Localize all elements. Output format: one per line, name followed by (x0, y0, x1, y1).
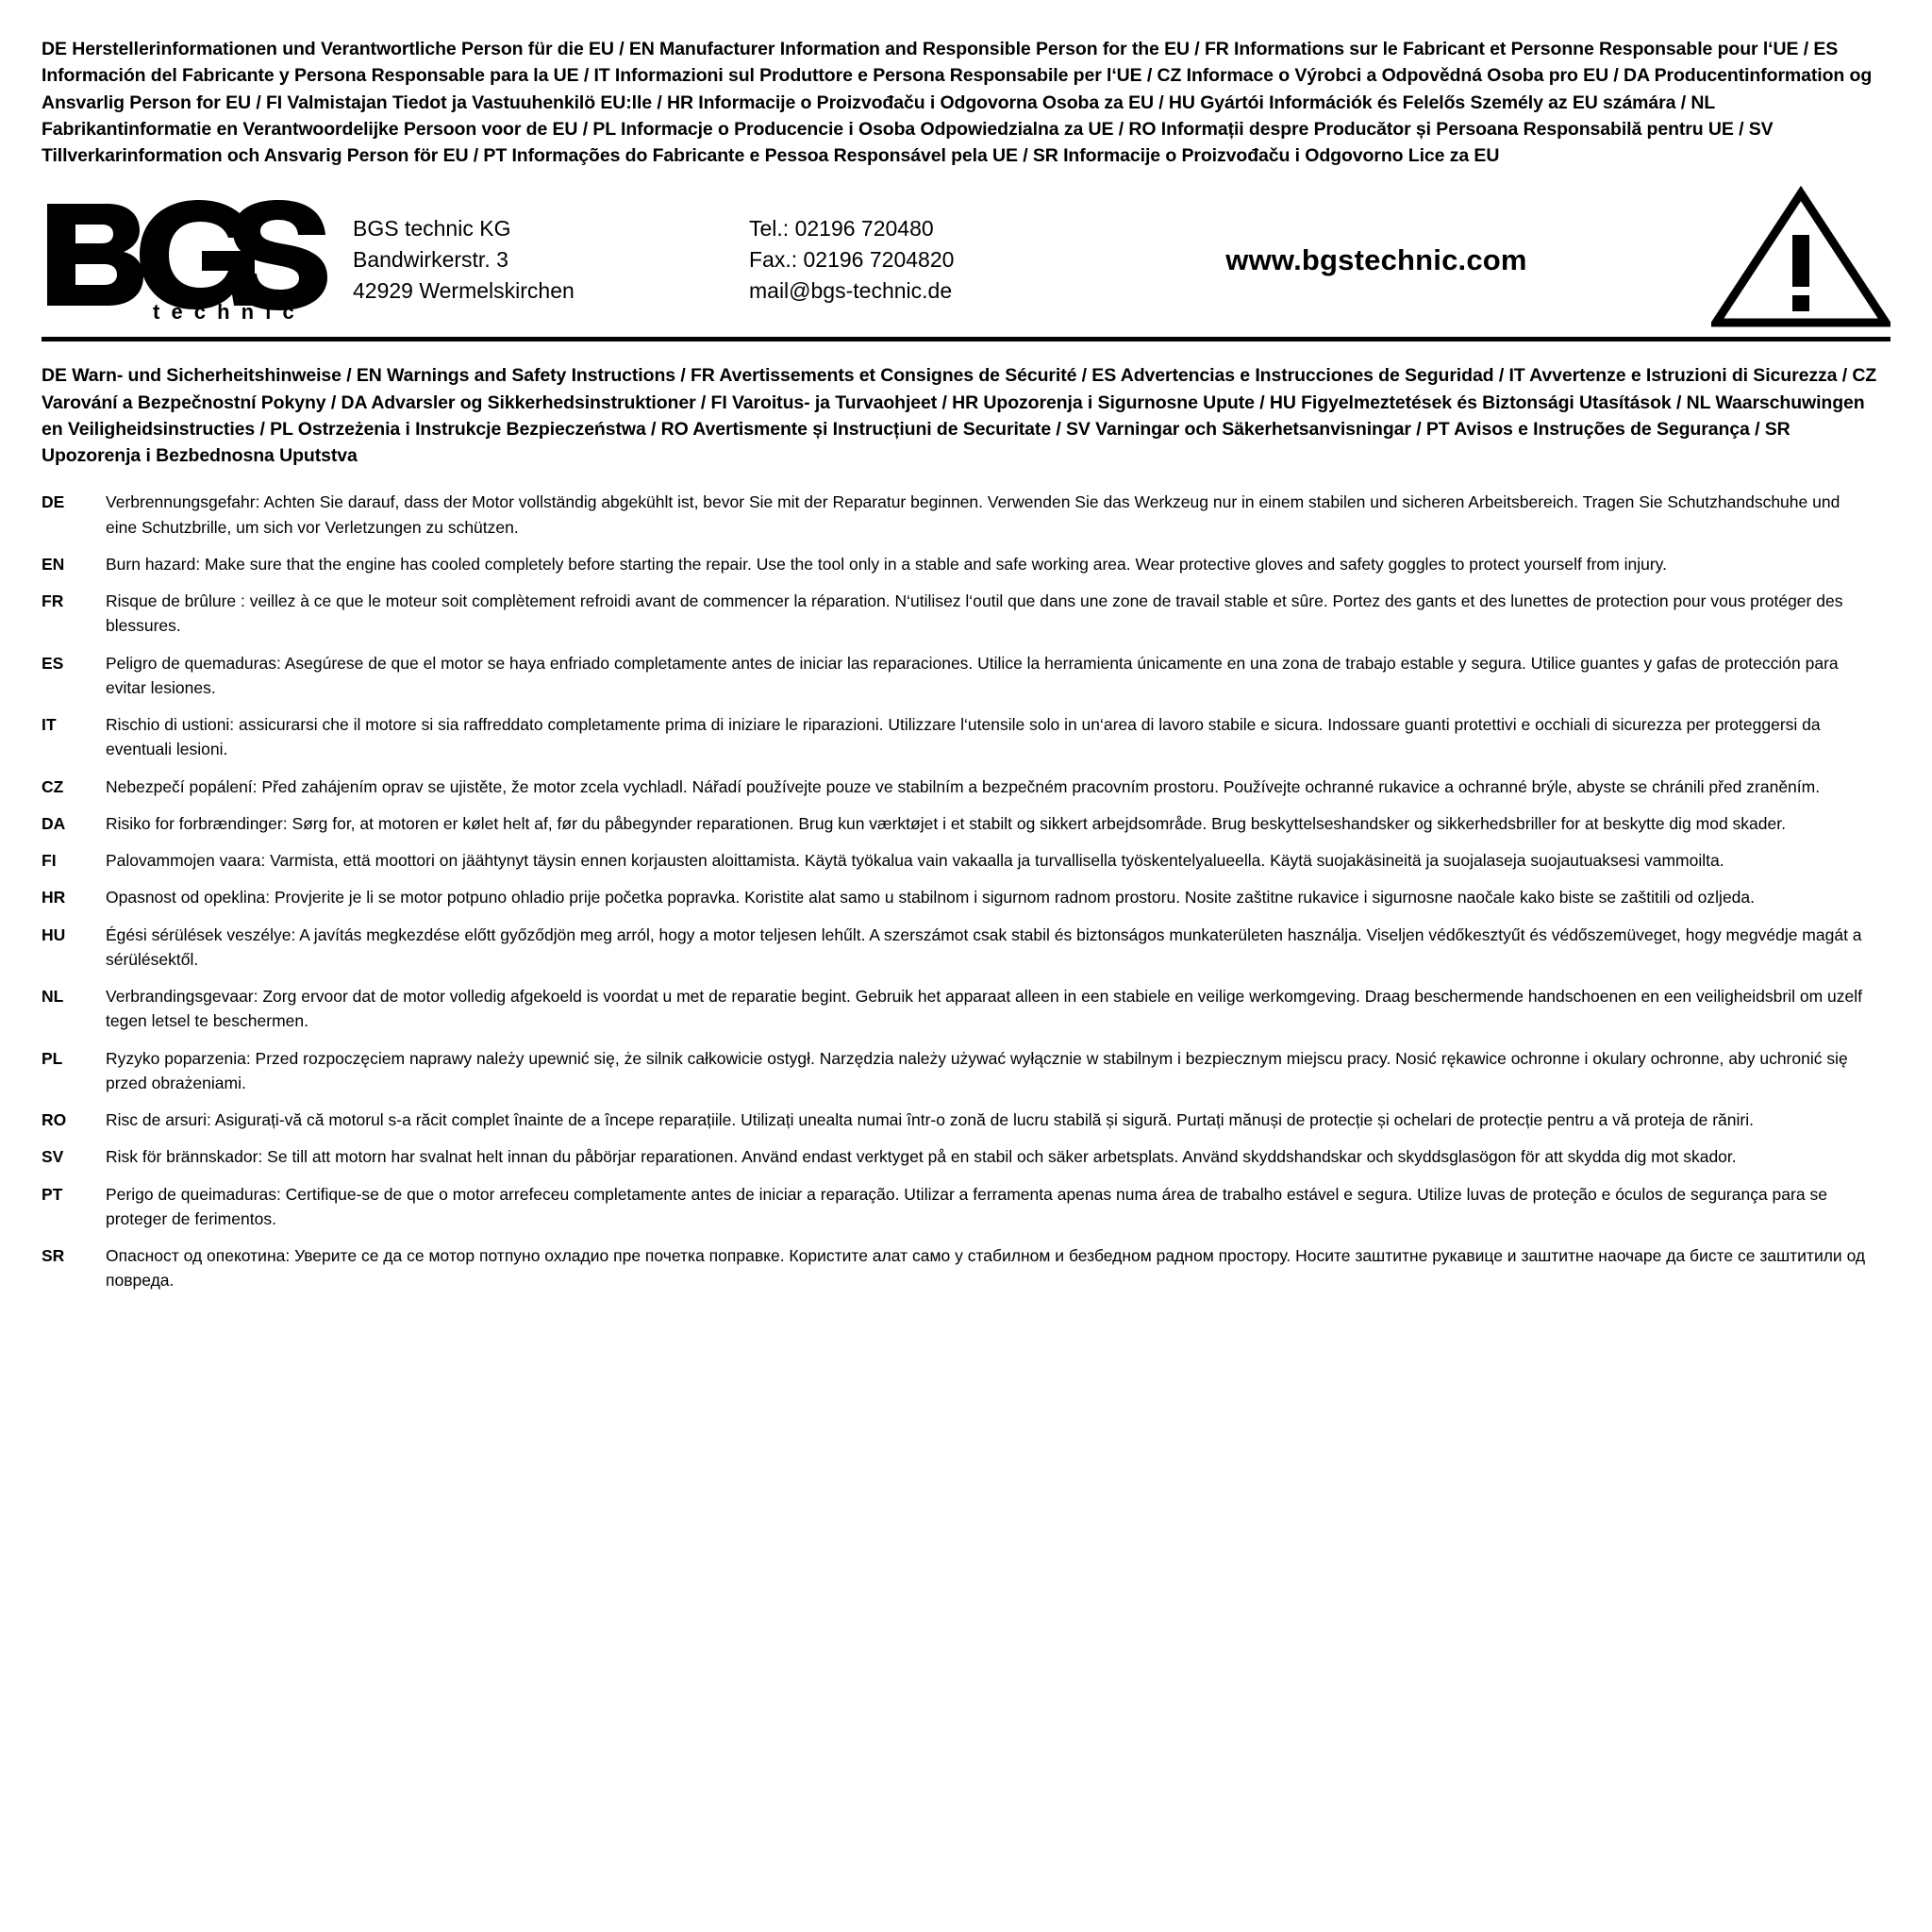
language-code: EN (42, 554, 65, 574)
list-item (42, 552, 1890, 576)
list-item (42, 1144, 1890, 1169)
list-item (42, 811, 1890, 836)
safety-instructions-list (42, 490, 1890, 1292)
list-item (42, 984, 1890, 1034)
list-item (42, 490, 1890, 540)
language-code: IT (42, 715, 57, 735)
language-text: Verbrennungsgefahr: Achten Sie darauf, dass der Motor vollständig abgekühlt ist, bevor Sie mit der Reparatur beginnen. Verwenden Sie das Werkzeug nur in einem stabilen und sicheren Arbeitsbereich. Tragen Sie Schutzhandschuhe und eine Schutzbrille, um sich vor Verletzungen zu schützen. (106, 492, 1840, 537)
language-text: Égési sérülések veszélye: A javítás megkezdése előtt győződjön meg arról, hogy a motor teljesen lehűlt. A szerszámot csak stabil és biztonságos munkaterületen használja. Viseljen védőkesztyűt és védőszemüveget, hogy megvédje magát a sérülésektől. (106, 924, 1862, 969)
list-item (42, 923, 1890, 973)
bgs-logo (42, 191, 353, 323)
language-code: FI (42, 851, 57, 871)
list-item (42, 1108, 1890, 1132)
language-code: CZ (42, 776, 64, 796)
language-code: NL (42, 987, 64, 1007)
list-item (42, 1243, 1890, 1293)
language-text: Palovammojen vaara: Varmista, että moottori on jäähtynyt täysin ennen korjausten aloittamista. Käytä työkalua vain vakaalla ja turvallisella työskentelyalueella. Käytä suojakäsineitä ja suojalaseja suojautuaksesi vammoilta. (106, 851, 1724, 871)
svg-text:t e c h n i c: t e c h n i c (153, 300, 297, 324)
company-address (353, 208, 749, 306)
list-item (42, 774, 1890, 799)
language-text: Risc de arsuri: Asigurați-vă că motorul s-a răcit complet înainte de a începe reparațiile. Utilizați unealta numai într-o zonă de lucru stabilă și sigură. Purtați mănuși de protecție și ochelari de protecție pentru a vă proteja de răniri. (106, 1110, 1754, 1130)
company-name: BGS technic KG (353, 216, 511, 242)
language-text: Burn hazard: Make sure that the engine has cooled completely before starting the repair. Use the tool only in a stable and safe working area. Wear protective gloves and safety goggles to protect yourself from injury. (106, 554, 1667, 574)
language-code: RO (42, 1110, 67, 1130)
list-item (42, 885, 1890, 909)
list-item (42, 651, 1890, 701)
language-code: ES (42, 653, 64, 673)
list-item (42, 1182, 1890, 1232)
warning-triangle (1692, 186, 1890, 327)
company-email: mail@bgs-technic.de (749, 277, 953, 303)
language-code: HR (42, 888, 66, 908)
list-item (42, 712, 1890, 762)
language-text: Opasnost od opeklina: Provjerite je li se motor potpuno ohladio prije početka popravka. Koristite alat samo u stabilnom i sigurnom radnom prostoru. Nosite zaštitne rukavice i sigurnosne naočale kako biste se zaštitili od ozljeda. (106, 888, 1756, 908)
language-text: Verbrandingsgevaar: Zorg ervoor dat de motor volledig afgekoeld is voordat u met de reparatie begint. Gebruik het apparaat alleen in een stabiele en veilige werkomgeving. Draag beschermende handschoenen en een veiligheidsbril om uzelf tegen letsel te beschermen. (106, 987, 1862, 1031)
language-code: PL (42, 1048, 63, 1068)
language-text: Опасност од опекотина: Уверите се да се мотор потпуно охладио пре почетка поправке. Користите алат само у стабилном и безбедном радном простору. Носите заштитне рукавице и заштитне наочаре да бисте се заштитили од повреда. (106, 1246, 1866, 1291)
language-code: FR (42, 591, 64, 611)
warning-triangle-icon (1711, 186, 1890, 327)
company-city: 42929 Wermelskirchen (353, 277, 575, 303)
company-tel: Tel.: 02196 720480 (749, 216, 934, 242)
list-item (42, 848, 1890, 873)
language-text: Risque de brûlure : veillez à ce que le moteur soit complètement refroidi avant de commencer la réparation. N‘utilisez l‘outil que dans une zone de travail stable et sûre. Portez des gants et des lunettes de protection pour vous protéger des blessures. (106, 591, 1843, 636)
language-text: Nebezpečí popálení: Před zahájením oprav se ujistěte, že motor zcela vychladl. Nářadí používejte pouze ve stabilním a bezpečném pracovním prostoru. Používejte ochranné rukavice a ochranné brýle, abyste se chránili před zraněním. (106, 776, 1821, 796)
safety-section-heading: DE Warn- und Sicherheitshinweise / EN Warnings and Safety Instructions / FR Avertissements et Consignes de Sécurité / ES Advertencias e Instrucciones de Seguridad / IT Avvertenze e Istruzioni di Sicurezza / CZ Varování a Bezpečnostní Pokyny / DA Advarsler og Sikkerhedsinstruktioner / FI Varoitus- ja Turvaohjeet / HR Upozorenja i Sigurnosne Upute / HU Figyelmeztetések és Biztonsági Utasítások / NL Waarschuwingen en Veiligheidsinstructies / PL Ostrzeżenia i Instrukcje Bezpieczeństwa / RO Avertismente și Instrucțiuni de Securitate / SV Varningar och Säkerhetsanvisningar / PT Avisos e Instruções de Segurança / SR Upozorenja i Bezbednosna Uputstva (42, 365, 1877, 467)
company-fax: Fax.: 02196 7204820 (749, 247, 955, 272)
list-item (42, 1046, 1890, 1096)
language-text: Ryzyko poparzenia: Przed rozpoczęciem naprawy należy upewnić się, że silnik całkowicie ostygł. Narzędzia należy używać wyłącznie w stabilnym i bezpiecznym miejscu pracy. Nosić rękawice ochronne i okulary ochronne, aby uchronić się przed obrażeniami. (106, 1048, 1848, 1092)
list-item (42, 589, 1890, 639)
company-contact (749, 208, 1060, 306)
language-code: PT (42, 1184, 63, 1204)
language-code: HU (42, 924, 66, 944)
company-street: Bandwirkerstr. 3 (353, 247, 508, 272)
language-text: Rischio di ustioni: assicurarsi che il motore si sia raffreddato completamente prima di iniziare le riparazioni. Utilizzare l‘utensile solo in un‘area di lavoro stabile e sicura. Indossare guanti protettivi e occhiali di sicurezza per proteggersi da eventuali lesioni. (106, 715, 1821, 759)
language-code: DE (42, 492, 65, 512)
svg-text:®: ® (273, 196, 291, 225)
page-title: DE Herstellerinformationen und Verantwortliche Person für die EU / EN Manufacturer Information and Responsible Person for the EU / FR Informations sur le Fabricant et Personne Responsable pour l‘UE / ES Información del Fabricante y Persona Responsable para la UE / IT Informazioni sul Produttore e Persona Responsabile per l‘UE / CZ Informace o Výrobci a Odpovědná Osoba pro EU / DA Producentinformation og Ansvarlig Person for EU / FI Valmistajan Tiedot ja Vastuuhenkilö EU:lle / HR Informacije o Proizvođaču i Odgovorna Osoba za EU / HU Gyártói Információk és Felelős Személy az EU számára / NL Fabrikantinformatie en Verantwoordelijke Persoon voor de EU / PL Informacje o Producencie i Osoba Odpowiedzialna za UE / RO Informații despre Producător și Persoana Responsabilă pentru UE / SV Tillverkarinformation och Ansvarig Person för EU / PT Informações do Fabricante e Pessoa Responsável pela UE / SR Informacije o Proizvođaču i Odgovorno Lice za EU (42, 39, 1873, 167)
language-text: Risk för brännskador: Se till att motorn har svalnat helt innan du påbörjar reparationen. Använd endast verktyget på en stabil och säker arbetsplats. Använd skyddshandskar och skyddsglasögon för att skydda dig mot skador. (106, 1147, 1737, 1167)
language-code: SV (42, 1147, 64, 1167)
language-code: DA (42, 813, 66, 833)
bgs-logo-icon (42, 191, 343, 323)
company-header-band (42, 186, 1890, 341)
language-code: SR (42, 1246, 65, 1266)
company-website: www.bgstechnic.com (1225, 243, 1527, 277)
language-text: Risiko for forbrændinger: Sørg for, at motoren er kølet helt af, før du påbegynder reparationen. Brug kun værktøjet i et stabilt og sikkert arbejdsområde. Brug beskyttelseshandsker og sikkerhedsbriller for at beskytte dig mod skader. (106, 813, 1786, 833)
language-text: Perigo de queimaduras: Certifique-se de que o motor arrefeceu completamente antes de iniciar a reparação. Utilizar a ferramenta apenas numa área de trabalho estável e segura. Utilize luvas de proteção e óculos de segurança para se proteger de ferimentos. (106, 1184, 1827, 1228)
language-text: Peligro de quemaduras: Asegúrese de que el motor se haya enfriado completamente antes de iniciar las reparaciones. Utilice la herramienta únicamente en una zona de trabajo estable y segura. Utilice guantes y gafas de protección para evitar lesiones. (106, 653, 1839, 697)
